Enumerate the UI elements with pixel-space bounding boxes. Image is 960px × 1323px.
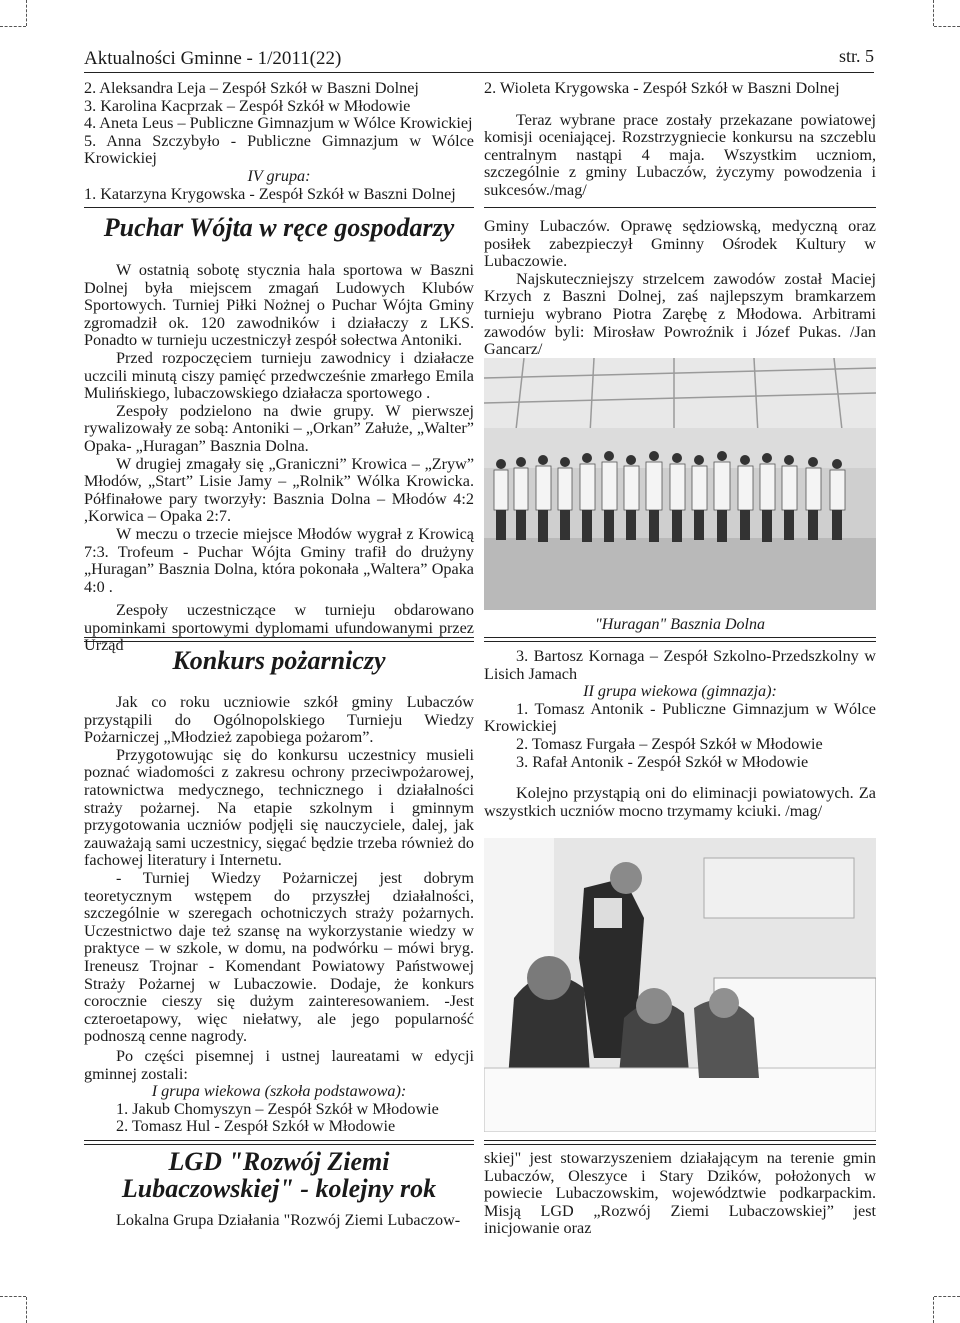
paragraph: Jak co roku uczniowie szkół gminy Lubaczów przystąpili do Ogólnopolskiego Turnieju Wiedzy Pożarniczej „Młodzież zapobiega pożarom”. xyxy=(84,693,474,747)
group-heading: IV grupa: xyxy=(247,166,311,185)
paragraph: skiej" jest stowarzyszeniem działającym na terenie gmin Lubaczów, Oleszyce i Stary Dzików, położonych w powiecie Lubaczowskim, województwie podkarpackim. Misją LGD „Rozwój Ziemi Lubaczowskiej” jest inicjowanie oraz xyxy=(484,1149,876,1238)
article-body xyxy=(84,1212,474,1230)
page-number: str. 5 xyxy=(838,46,874,66)
left-top-list xyxy=(84,80,474,203)
crop-mark xyxy=(934,26,960,27)
article-body-right xyxy=(484,1150,876,1238)
paragraph: W meczu o trzecie miejsce Młodów wygrał z Krowicą 7:3. Trofeum - Puchar Wójta Gminy trafił do drużyny „Huragan” Basznia Dolna, która pokonała „Waltera” Opaka 4:0 . xyxy=(84,524,474,596)
article-title: Konkurs pożarniczy xyxy=(172,646,386,675)
crop-mark xyxy=(26,0,27,26)
article-body xyxy=(84,694,474,1046)
paragraph: W drugiej zmagały się „Graniczni” Krowica – „Zryw” Młodów, „Start” Lisie Jamy – „Rolnik” Wólka Krowicka. Półfinałowe pary tworzyły: Basznia Dolna – Młodów 4:2 ,Korwica – Opaka 2:7. xyxy=(84,454,474,526)
list-item: 1. Katarzyna Krygowska - Zespół Szkół w Baszni Dolnej xyxy=(84,184,456,203)
laureates-right xyxy=(484,648,876,820)
right-top xyxy=(484,80,876,200)
paragraph: W ostatnią sobotę stycznia hala sportowa w Baszni Dolnej była miejscem zmagań Ludowych Klubów Sportowych. Turniej Piłki Nożnej o Puchar Wójta Gminy zgromadził ok. 120 zawodników i działaczy z LKS. Ponadto w turnieju uczestniczył zespół sołectwa Antoniki. xyxy=(84,261,474,350)
paragraph: Przygotowując się do konkursu uczestnicy musieli poznać wiadomości z zakresu ochrony przeciwpożarowej, ratownictwa medycznego, technicznego i działalności straży pożarnej. Na etapie szkolnym i gminnym przygotowania uczniów podjęli się nauczyciele, dalej, jak zauważają sami uczestnicy, sięgać będzie trzeba również do fachowej literatury i Internetu. xyxy=(84,745,474,870)
list-item: 3. Karolina Kacprzak – Zespół Szkół w Młodowie xyxy=(84,96,411,115)
page-header xyxy=(84,46,874,73)
list-item: 1. Tomasz Antonik - Publiczne Gimnazjum w Wólce Krowickiej xyxy=(484,699,876,736)
crop-mark xyxy=(0,26,26,27)
article-title: LGD "Rozwój Ziemi Lubaczowskiej" - kolejny rok xyxy=(121,1147,437,1203)
paragraph: Najskuteczniejszy strzelcem zawodów został Maciej Krzych z Baszni Dolnej, zaś najlepszym bramkarzem turnieju wybrano Piotra Zarębę z Młodowa. Arbitrami zawodów byli: Mirosław Powroźnik i Józef Pukas. /Jan Gancarz/ xyxy=(484,269,876,359)
crop-mark xyxy=(934,1296,960,1297)
paragraph: - Turniej Wiedzy Pożarniczej jest dobrym teoretycznym wstępem do przyszłej działalności, szczególnie w szeregach ochotniczych straży pożarnych. Uczestnictwo daje też szansę na wykorzystanie wiedzy w praktyce – w szkole, w domu, na podwórku – mówi bryg. Ireneusz Trojnar - Komendant Powiatowy Państwowej Straży Pożarnej w Lubaczowie. Dodaje, że konkurs corocznie cieszy się dużym zainteresowaniem. -Jest czterоetapowy, więc niełatwy, ale jego popularność podnoszą cenne nagrody. xyxy=(84,868,474,1046)
list-item: 1. Jakub Chomyszyn – Zespół Szkół w Młodowie xyxy=(116,1099,439,1118)
section-rule xyxy=(484,637,876,642)
list-item: 2. Tomasz Furgała – Zespół Szkół w Młodowie xyxy=(516,734,823,753)
group-heading: II grupa wiekowa (gimnazja): xyxy=(583,682,777,701)
list-item: 5. Anna Szczybyło - Publiczne Gimnazjum w Wólce Krowickiej xyxy=(84,131,474,168)
list-item: 2. Tomasz Hul - Zespół Szkół w Młodowie xyxy=(116,1117,396,1136)
issue-title: Aktualności Gminne - 1/2011(22) xyxy=(84,48,342,69)
section-rule xyxy=(84,637,474,642)
photo-caption: "Huragan" Basznia Dolna xyxy=(595,616,765,633)
team-photo xyxy=(484,358,876,610)
team-photo-image xyxy=(484,358,876,610)
crop-mark xyxy=(0,1296,26,1297)
paragraph: Po części pisemnej i ustnej laureatami w edycji gminnej zostali: xyxy=(84,1047,474,1083)
list-item: 2. Aleksandra Leja – Zespół Szkół w Baszni Dolnej xyxy=(84,79,419,97)
paragraph: Teraz wybrane prace zostały przekazane powiatowej komisji oceniającej. Rozstrzygniecie konkursu na szczeblu centralnym nastąpi 4 maja. Wszystkim uczniom, szczególnie z gminy Lubaczów, życzymy powodzenia i sukcesów./mag/ xyxy=(484,110,876,199)
article-body xyxy=(84,262,474,596)
paragraph: Kolejno przystąpią oni do eliminacji powiatowych. Za wszystkich uczniów mocno trzymamy kciuki. /mag/ xyxy=(484,784,876,820)
article-title: Puchar Wójta w ręce gospodarzy xyxy=(103,213,455,242)
classroom-photo xyxy=(484,838,876,1132)
list-item: 4. Aneta Leus – Publiczne Gimnazjum w Wólce Krowickiej xyxy=(84,114,473,133)
paragraph: Zespoły podzielono na dwie grupy. W pierwszej rywalizowały ze sobą: Antoniki – „Orkan” Załuże, „Walter” Opaka- „Huragan” Basznia Dolna. xyxy=(84,401,474,455)
section-rule xyxy=(484,207,876,208)
group-heading: I grupa wiekowa (szkoła podstawowa): xyxy=(151,1082,407,1101)
list-item: 3. Rafał Antonik - Zespół Szkół w Młodowie xyxy=(516,752,809,771)
section-rule xyxy=(84,1140,474,1145)
laureates xyxy=(84,1048,474,1136)
crop-mark xyxy=(933,1297,934,1323)
paragraph: Gminy Lubaczów. Oprawę sędziowską, medyczną oraz posiłek zabezpieczył Gminny Ośrodek Kultury w Lubaczowie. xyxy=(484,217,876,271)
paragraph: Lokalna Grupa Działania "Rozwój Ziemi Lubaczow- xyxy=(116,1211,461,1229)
article-body-right xyxy=(484,218,876,359)
crop-mark xyxy=(933,0,934,26)
paragraph: Zespoły uczestniczące w turnieju obdarowano upominkami sportowymi dyplomami ufundowanymi przez Urząd xyxy=(84,601,474,655)
paragraph: Przed rozpoczęciem turnieju zawodnicy i działacze uczcili minutą ciszy pamięć przedwcześnie zmarłego Emila Mulińskiego, lubaczowskiego działacza sportowego . xyxy=(84,348,474,403)
crop-mark xyxy=(26,1297,27,1323)
section-rule xyxy=(484,1140,876,1145)
list-item: 2. Wioleta Krygowska - Zespół Szkół w Baszni Dolnej xyxy=(484,79,840,97)
classroom-photo-image xyxy=(484,838,876,1132)
section-rule xyxy=(84,207,474,208)
list-item: 3. Bartosz Kornaga – Zespół Szkolno-Przedszkolny w Lisich Jamach xyxy=(484,647,876,683)
